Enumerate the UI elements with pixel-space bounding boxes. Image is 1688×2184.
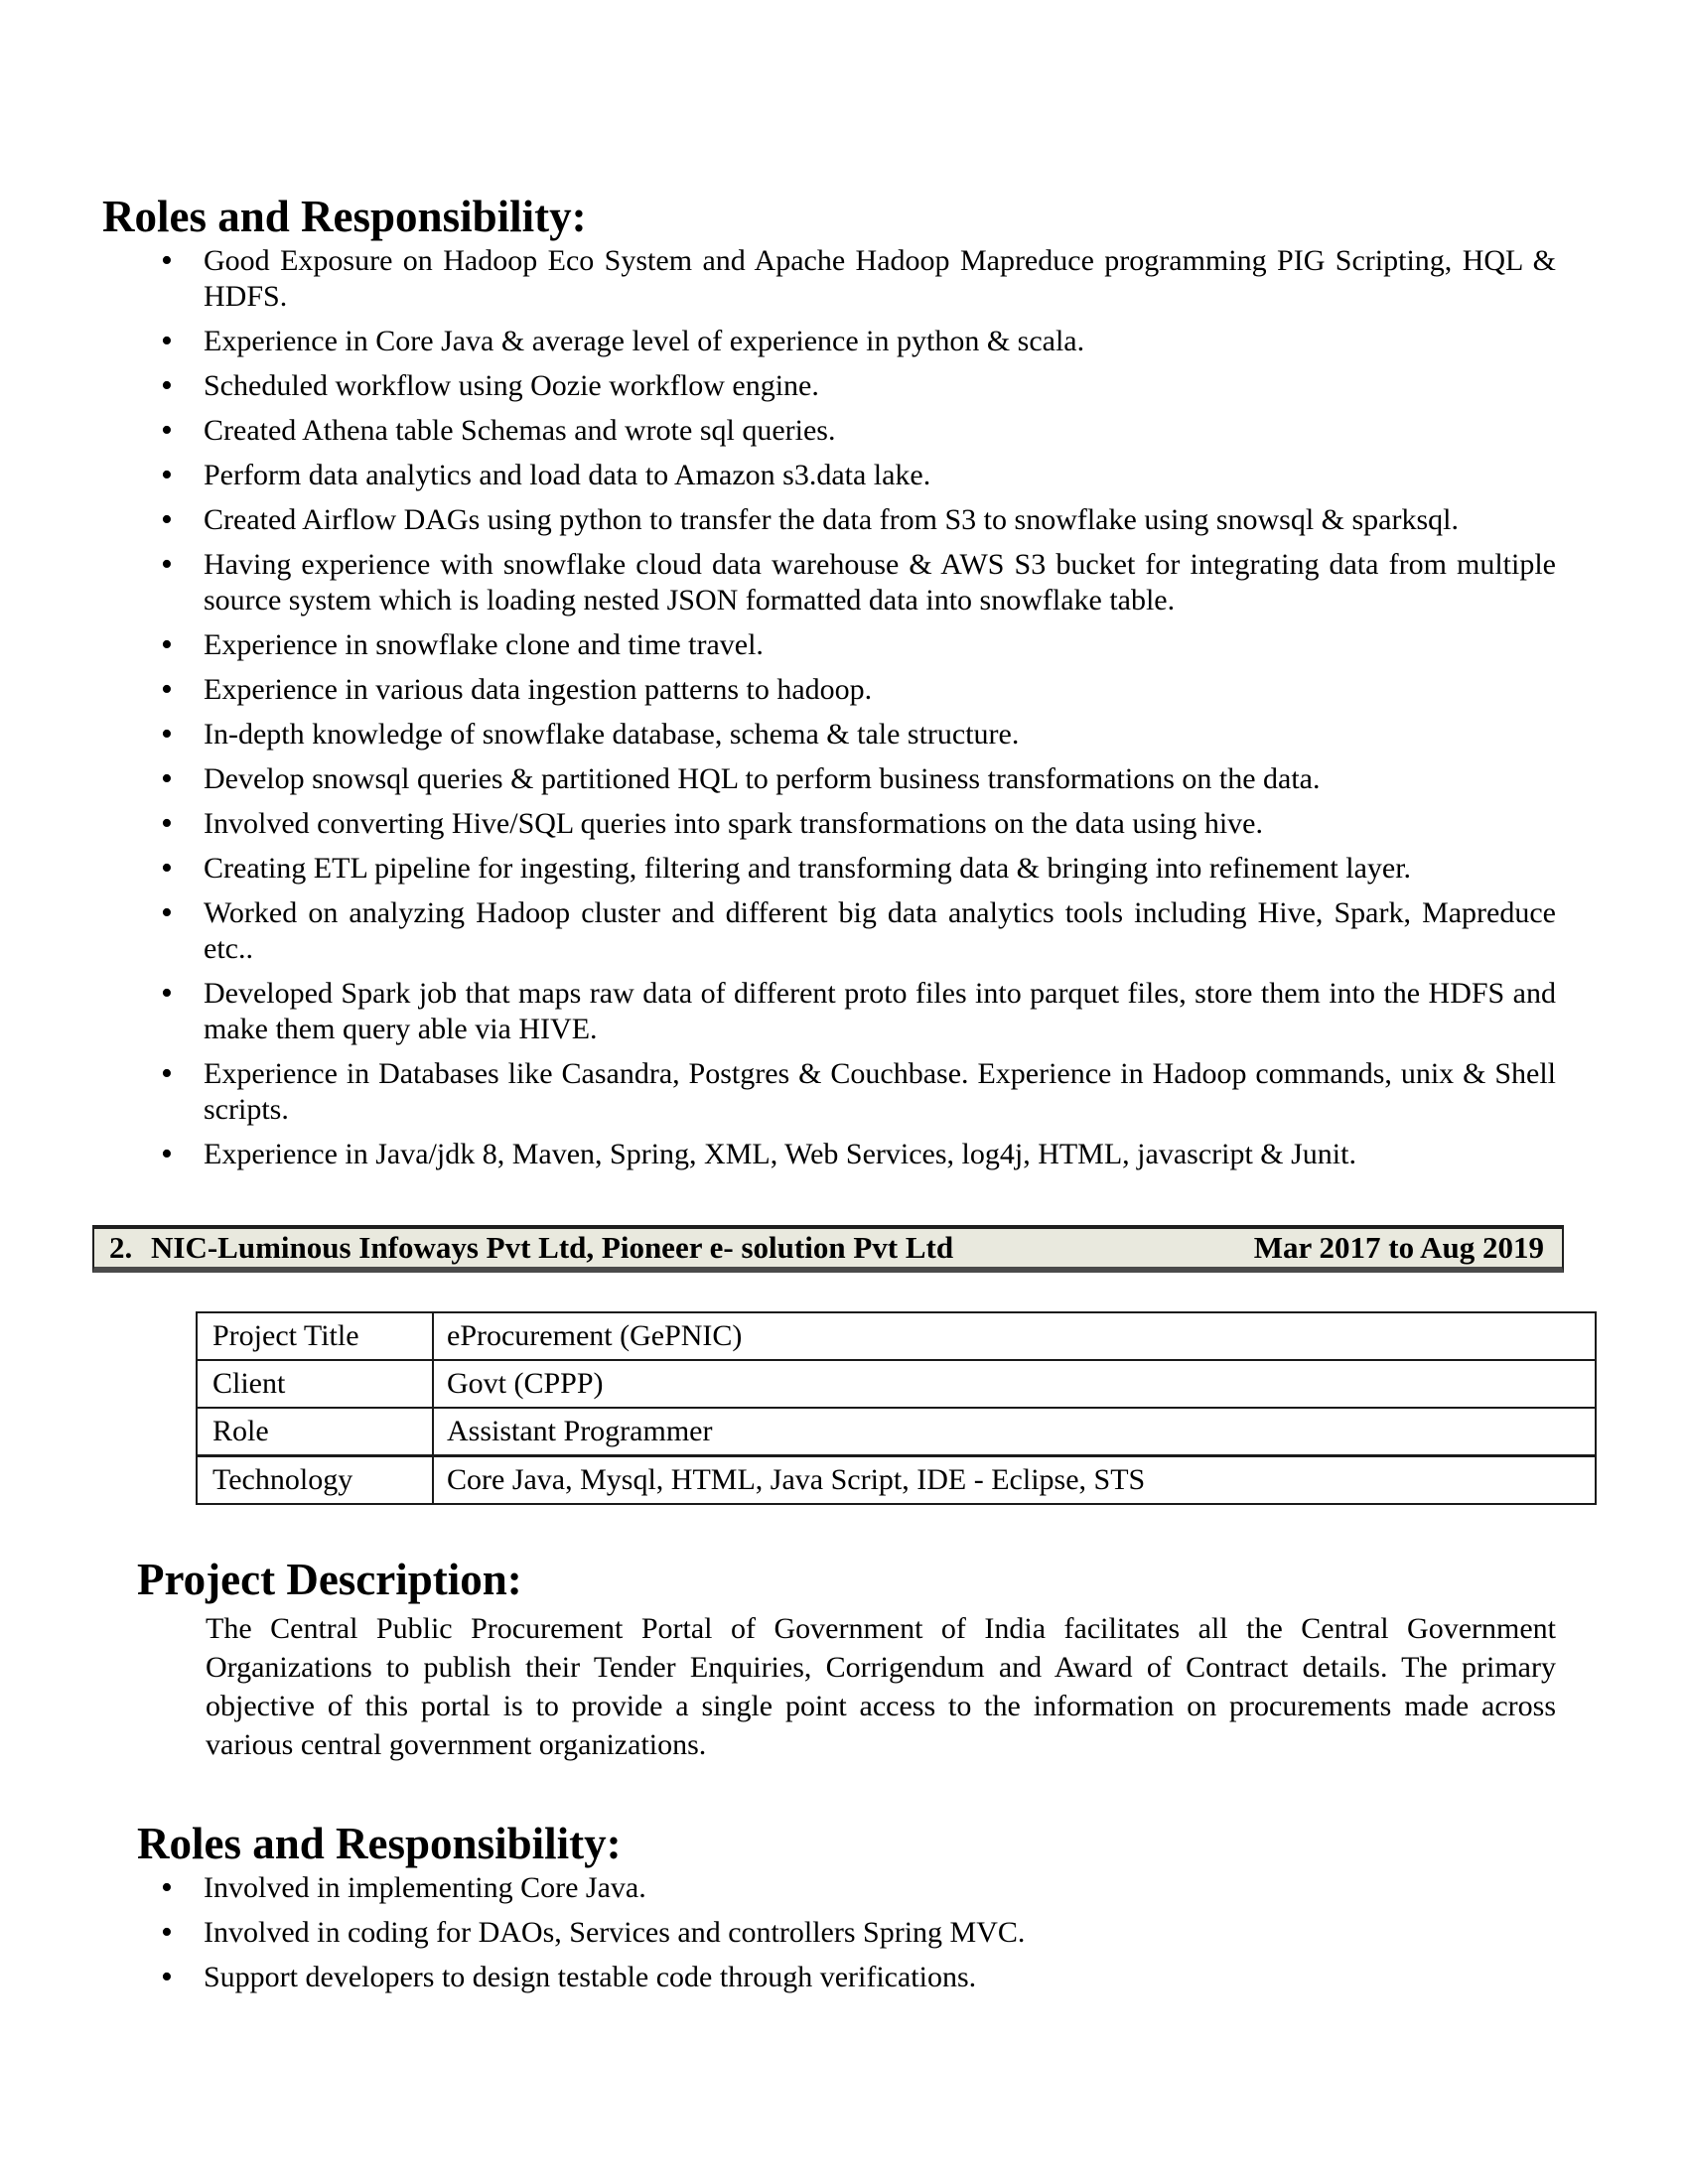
table-value: Core Java, Mysql, HTML, Java Script, IDE - Eclipse, STS — [433, 1456, 1596, 1505]
table-value: Assistant Programmer — [433, 1408, 1596, 1456]
section2-heading: Roles and Responsibility: — [137, 1819, 622, 1868]
list-item: • Involved in coding for DAOs, Services and controllers Spring MVC. — [159, 1915, 1556, 1951]
table-row — [197, 1456, 1596, 1505]
list-item: • Creating ETL pipeline for ingesting, filtering and transforming data & bringing into refinement layer. — [159, 851, 1556, 887]
list-item: • Scheduled workflow using Oozie workflow engine. — [159, 368, 1556, 404]
table-label: Technology — [197, 1456, 433, 1505]
list-item: • Support developers to design testable code through verifications. — [159, 1960, 1556, 1995]
section1-bullet-list — [159, 243, 1556, 1172]
table-row — [197, 1360, 1596, 1408]
experience-company: NIC-Luminous Infoways Pvt Ltd, Pioneer e- solution Pvt Ltd — [151, 1230, 954, 1265]
list-item: • Created Airflow DAGs using python to transfer the data from S3 to snowflake using snowsql & sparksql. — [159, 502, 1556, 538]
table-label: Project Title — [197, 1312, 433, 1360]
list-item: • Experience in Core Java & average level of experience in python & scala. — [159, 324, 1556, 359]
table-row — [197, 1408, 1596, 1456]
list-item: • Created Athena table Schemas and wrote sql queries. — [159, 413, 1556, 449]
list-item: • Good Exposure on Hadoop Eco System and Apache Hadoop Mapreduce programming PIG Scripting, HQL & HDFS. — [159, 243, 1556, 315]
list-item: • Developed Spark job that maps raw data of different proto files into parquet files, store them into the HDFS and make them query able via HIVE. — [159, 976, 1556, 1047]
table-label: Client — [197, 1360, 433, 1408]
list-item: • Experience in snowflake clone and time travel. — [159, 627, 1556, 663]
table-value: eProcurement (GePNIC) — [433, 1312, 1596, 1360]
list-item: • Involved in implementing Core Java. — [159, 1870, 1556, 1906]
list-item: • Experience in various data ingestion patterns to hadoop. — [159, 672, 1556, 708]
table-row — [197, 1312, 1596, 1360]
section1-heading: Roles and Responsibility: — [102, 192, 587, 241]
section2-bullet-list — [159, 1870, 1556, 1995]
table-label: Role — [197, 1408, 433, 1456]
list-item: • Experience in Databases like Casandra, Postgres & Couchbase. Experience in Hadoop commands, unix & Shell scripts. — [159, 1056, 1556, 1128]
list-item: • Develop snowsql queries & partitioned HQL to perform business transformations on the data. — [159, 761, 1556, 797]
table-value: Govt (CPPP) — [433, 1360, 1596, 1408]
list-item: • Having experience with snowflake cloud data warehouse & AWS S3 bucket for integrating data from multiple source system which is loading nested JSON formatted data into snowflake table. — [159, 547, 1556, 618]
project-description-text: The Central Public Procurement Portal of Government of India facilitates all the Central Government Organizations to publish their Tender Enquiries, Corrigendum and Award of Contract details. The primary objective of this portal is to provide a single point access to the information on procurements made across various central government organizations. — [206, 1612, 1556, 1761]
experience-number: 2. — [109, 1230, 133, 1265]
list-item: • In-depth knowledge of snowflake database, schema & tale structure. — [159, 717, 1556, 752]
list-item: • Perform data analytics and load data to Amazon s3.data lake. — [159, 458, 1556, 493]
list-item: • Worked on analyzing Hadoop cluster and different big data analytics tools including Hive, Spark, Mapreduce etc.. — [159, 895, 1556, 967]
list-item: • Involved converting Hive/SQL queries into spark transformations on the data using hive. — [159, 806, 1556, 842]
project-description-heading: Project Description: — [137, 1555, 522, 1604]
experience-header-banner — [92, 1225, 1564, 1273]
experience-period: Mar 2017 to Aug 2019 — [1253, 1230, 1544, 1265]
project-info-table — [196, 1311, 1597, 1505]
list-item: • Experience in Java/jdk 8, Maven, Spring, XML, Web Services, log4j, HTML, javascript & Junit. — [159, 1137, 1556, 1172]
